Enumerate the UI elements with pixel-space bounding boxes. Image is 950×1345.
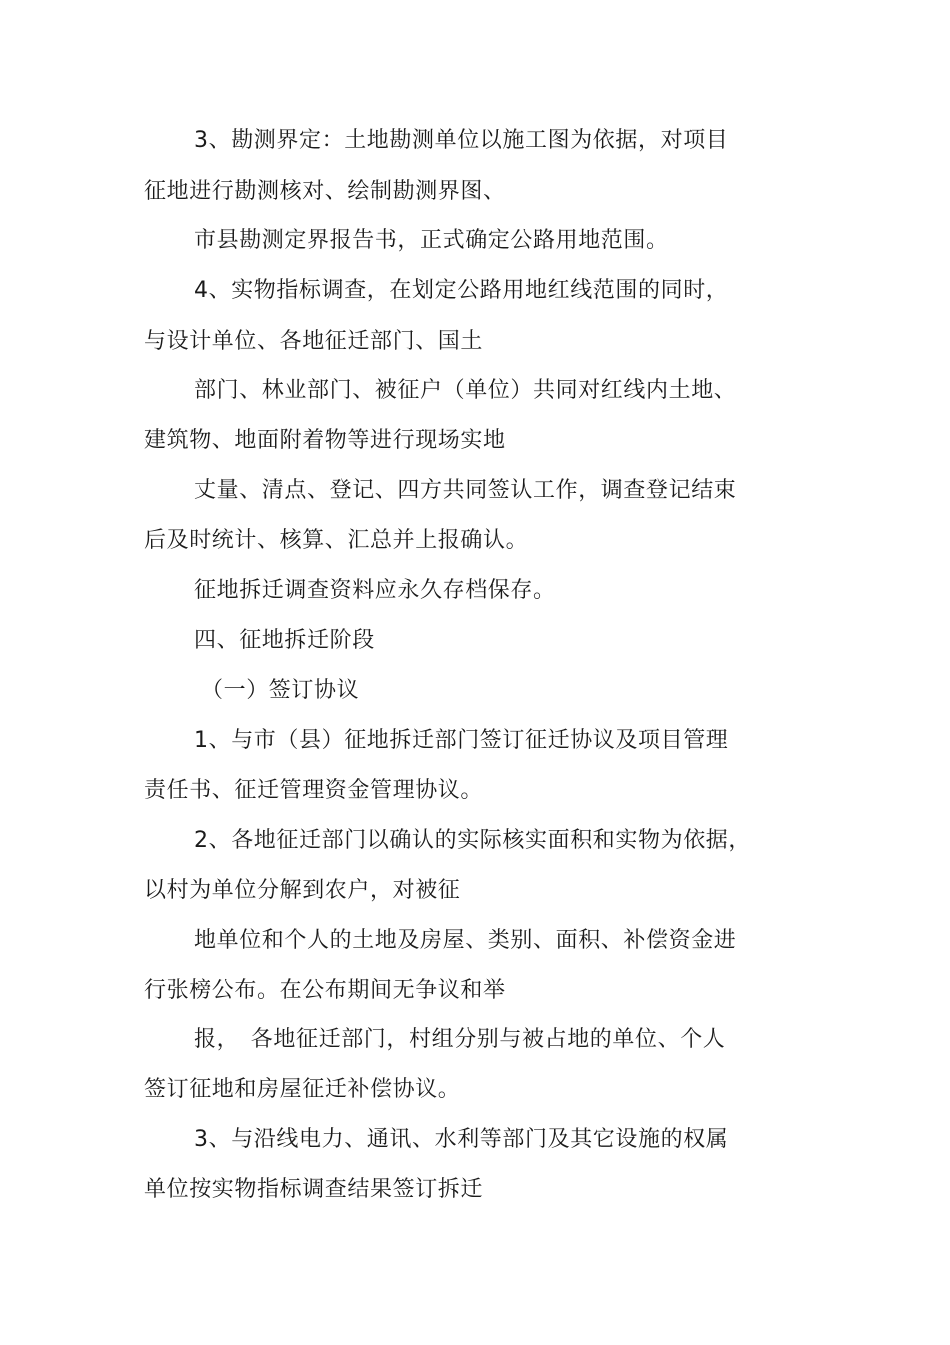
text-line: 地单位和个人的土地及房屋、类别、面积、补偿资金进 — [194, 928, 737, 953]
text-line: 后及时统计、核算、汇总并上报确认。 — [144, 528, 529, 553]
text-line: 单位按实物指标调查结果签订拆迁 — [144, 1177, 484, 1202]
text-line: 丈量、清点、登记、四方共同签认工作，调查登记结束 — [194, 478, 737, 503]
text-line: 征地进行勘测核对、绘制勘测界图、 — [144, 179, 506, 204]
text-line: 以村为单位分解到农户，对被征 — [144, 878, 461, 903]
text-line: 1、与市（县）征地拆迁部门签订征迁协议及项目管理 — [194, 728, 729, 753]
text-line: 行张榜公布。在公布期间无争议和举 — [144, 978, 506, 1003]
text-line: 4、实物指标调查，在划定公路用地红线范围的同时， — [194, 278, 729, 303]
text-line: 2、各地征迁部门以确认的实际核实面积和实物为依据， — [194, 828, 751, 853]
text-line: 市县勘测定界报告书，正式确定公路用地范围。 — [194, 228, 669, 253]
subsection-heading: （一）签订协议 — [201, 678, 360, 703]
text-line: 责任书、征迁管理资金管理协议。 — [144, 778, 484, 803]
text-line: 签订征地和房屋征迁补偿协议。 — [144, 1077, 461, 1102]
text-line: 报， 各地征迁部门，村组分别与被占地的单位、个人 — [194, 1027, 726, 1052]
text-line: 建筑物、地面附着物等进行现场实地 — [144, 428, 506, 453]
text-line: 3、与沿线电力、通讯、水利等部门及其它设施的权属 — [194, 1127, 729, 1152]
text-line: 3、勘测界定：土地勘测单位以施工图为依据，对项目 — [194, 128, 729, 153]
text-line: 与设计单位、各地征迁部门、国土 — [144, 329, 484, 354]
text-line: 征地拆迁调查资料应永久存档保存。 — [194, 578, 556, 603]
section-heading: 四、征地拆迁阶段 — [194, 628, 375, 653]
text-line: 部门、林业部门、被征户（单位）共同对红线内土地、 — [194, 378, 737, 403]
